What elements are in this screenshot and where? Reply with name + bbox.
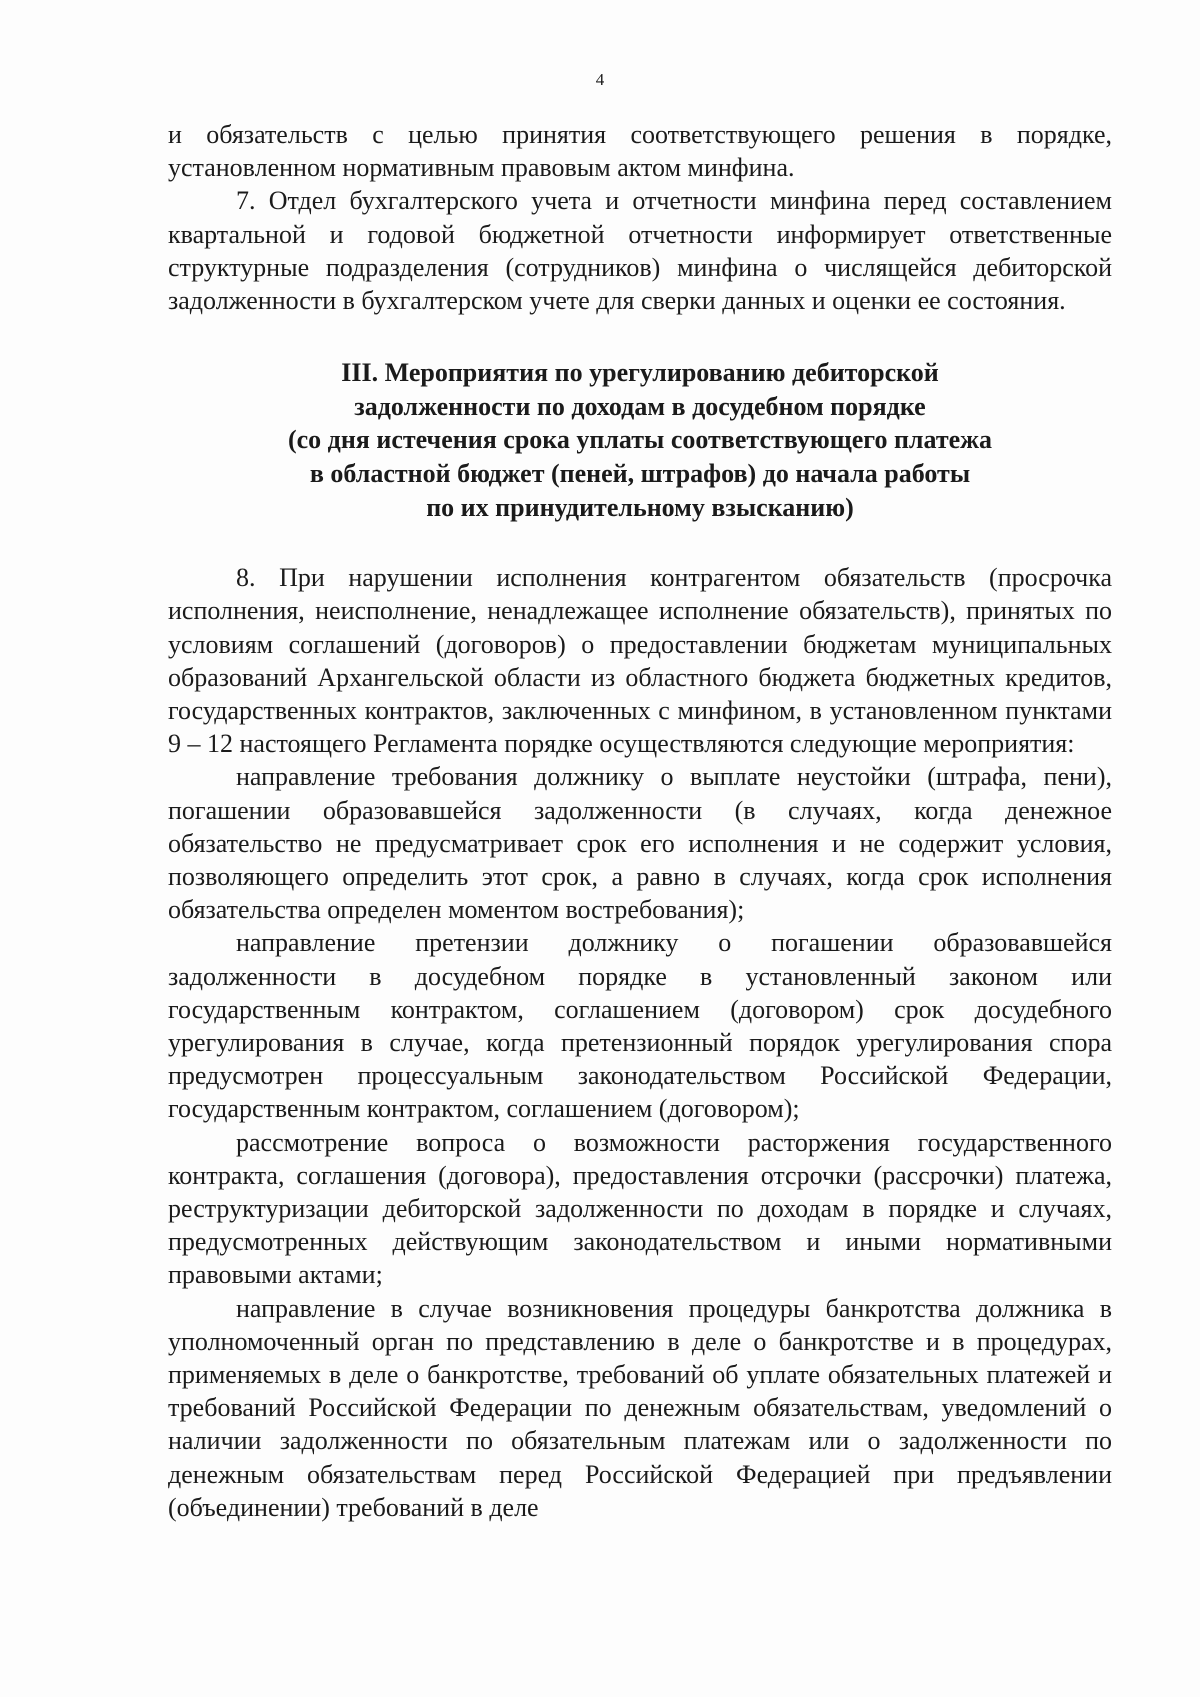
paragraph-measure-bankruptcy: направление в случае возникновения процедуры банкротства должника в уполномоченный орган по представлению в деле о банкротстве и в процедурах, применяемых в деле о банкротстве, требований об уплате обязательных платежей и требований Российской Федерации по денежным обязательствам, уведомлений о наличии задолженности по обязательным платежам или о задолженности по денежным обязательствам перед Российской Федерацией при предъявлении (объединении) требований в деле: [168, 1293, 1112, 1522]
section-heading-line: (со дня истечения срока уплаты соответствующего платежа: [287, 425, 993, 455]
paragraph-measure-termination: рассмотрение вопроса о возможности расторжения государственного контракта, соглашения (договора), предоставления отсрочки (рассрочки) платежа, реструктуризации дебиторской задолженности по доходам в порядке и случаях, предусмотренных действующим законодательством и иными нормативными правовыми актами;: [168, 1127, 1112, 1290]
paragraph-8: 8. При нарушении исполнения контрагентом обязательств (просрочка исполнения, неисполнение, ненадлежащее исполнение обязательств), принятых по условиям соглашений (договоров) о предоставлении бюджетам муниципальных образований Архангельской области из областного бюджета бюджетных кредитов, государственных контрактов, заключенных с минфином, в установленном пунктами 9 – 12 настоящего Регламента порядке осуществляются следующие мероприятия:: [168, 563, 1112, 759]
section-heading-line: задолженности по доходам в досудебном порядке: [354, 391, 926, 421]
paragraph-continuation: и обязательств с целью принятия соответствующего решения в порядке, установленном нормативным правовым актом минфина.: [168, 120, 1112, 183]
page-number: 4: [595, 70, 605, 89]
paragraph-measure-claim: направление претензии должнику о погашении образовавшейся задолженности в досудебном порядке в установленный законом или государственным контрактом, соглашением (договором) срок досудебного урегулирования в случае, когда претензионный порядок урегулирования спора предусмотрен процессуальным законодательством Российской Федерации, государственным контрактом, соглашением (договором);: [168, 928, 1112, 1124]
paragraph-measure-demand: направление требования должнику о выплате неустойки (штрафа, пени), погашении образовавшейся задолженности (в случаях, когда денежное обязательство не предусматривает срок его исполнения и не содержит условия, позволяющего определить этот срок, а равно в случаях, когда срок исполнения обязательства определен моментом востребования);: [168, 762, 1112, 925]
section-heading-iii: [168, 356, 1112, 524]
document-body: [168, 118, 1112, 1524]
paragraph-7: 7. Отдел бухгалтерского учета и отчетности минфина перед составлением квартальной и годовой бюджетной отчетности информирует ответственные структурные подразделения (сотрудников) минфина о числящейся дебиторской задолженности в бухгалтерском учете для сверки данных и оценки ее состояния.: [168, 186, 1112, 316]
section-heading-line: III. Мероприятия по урегулированию дебиторской: [341, 358, 939, 388]
section-heading-line: по их принудительному взысканию): [426, 492, 854, 522]
section-heading-line: в областной бюджет (пеней, штрафов) до начала работы: [309, 459, 971, 488]
